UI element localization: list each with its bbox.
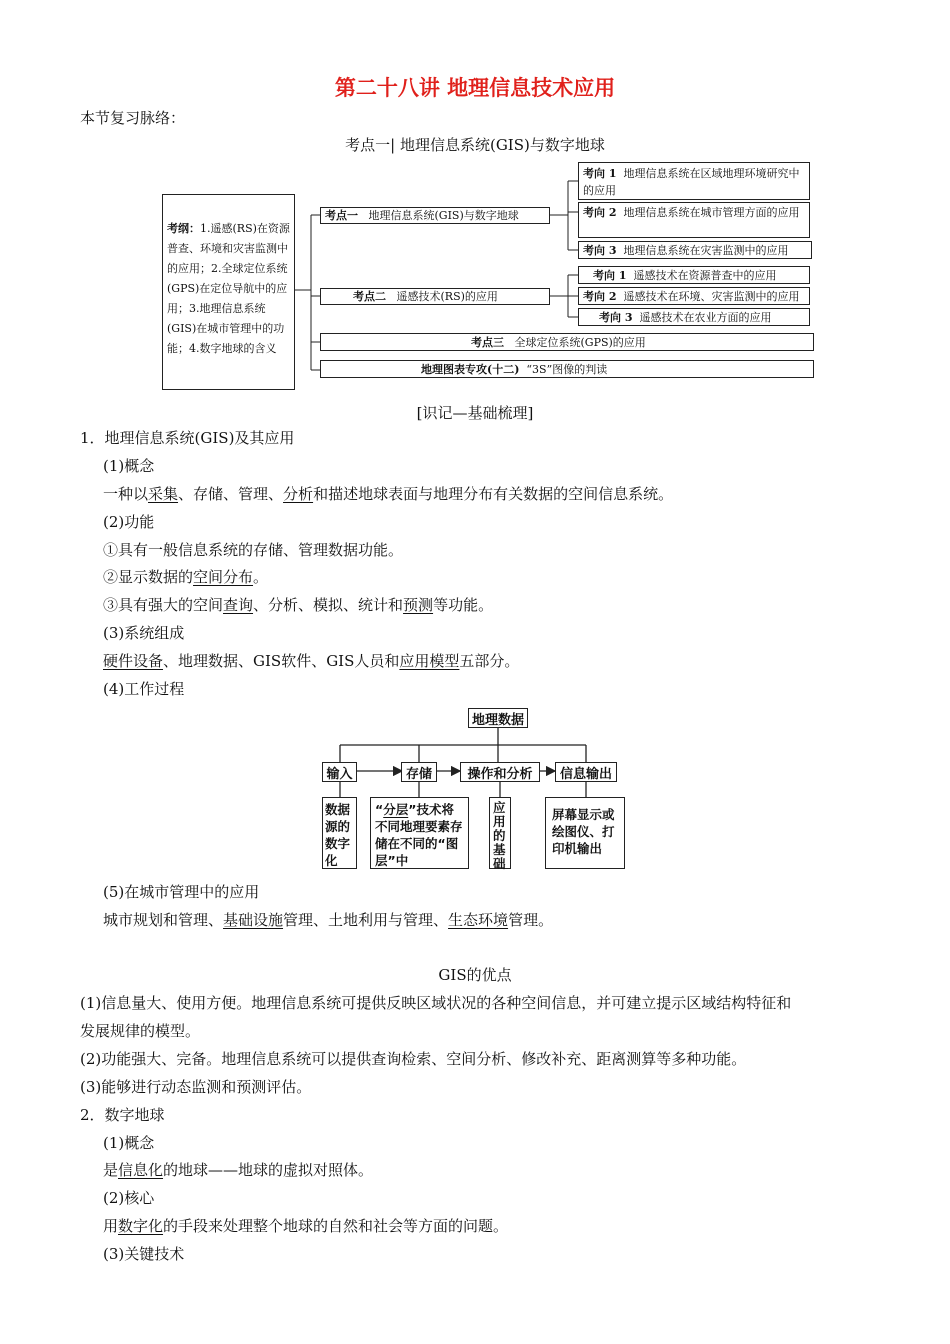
kaodian-3-text: 全球定位系统(GPS)的应用 — [514, 336, 646, 349]
advantage-2: (2)功能强大、完备。地理信息系统可以提供查询检索、空间分析、修改补充、距离测算等多种功能。 — [80, 1050, 747, 1068]
blank-answer: 应用模型 — [399, 652, 460, 670]
outline-text: 1.遥感(RS)在资源普查、环境和灾害监测中的应用；2.全球定位系统(GPS)在定位导航中的应用；3.地理信息系统(GIS)在城市管理中的功能；4.数字地球的含义 — [167, 222, 290, 355]
kaoxiang-2-2-label: 考向 2 — [583, 290, 617, 303]
blank-answer: 数字化 — [118, 1217, 164, 1235]
kaoxiang-2-2-text: 遥感技术在环境、灾害监测中的应用 — [623, 290, 800, 303]
blank-answer: 分层 — [383, 802, 409, 817]
kaodian-4-label: 地理图表专攻(十二) — [421, 363, 520, 376]
review-label: 本节复习脉络： — [80, 109, 186, 127]
heading-s1-5: (5)在城市管理中的应用 — [103, 883, 260, 901]
advantage-1-line1: (1)信息量大、使用方便。地理信息系统可提供反映区域状况的各种空间信息，并可建立提示区域结构特征和 — [80, 994, 792, 1012]
heading-s2: 2．数字地球 — [80, 1106, 165, 1124]
flow-input-box: 输入 — [322, 762, 357, 782]
kaodian-1-label: 考点一 — [325, 209, 358, 222]
kaodian-2-label: 考点二 — [353, 290, 386, 303]
flow-store-box: 存储 — [401, 762, 437, 782]
heading-s1-2: (2)功能 — [103, 513, 155, 531]
kaodian-3-label: 考点三 — [471, 336, 504, 349]
flow-desc-output: 屏幕显示或绘图仪、打印机输出 — [545, 797, 625, 869]
heading-s2-3: (3)关键技术 — [103, 1245, 185, 1263]
flow-desc-input: 数据源的数字化 — [322, 797, 357, 869]
kaoxiang-2-3-label: 考向 3 — [599, 311, 633, 324]
kaodian-2-text: 遥感技术(RS)的应用 — [396, 290, 498, 303]
kaoxiang-2-1-text: 遥感技术在资源普查中的应用 — [633, 269, 777, 282]
advantage-1-line2: 发展规律的模型。 — [80, 1022, 201, 1040]
function-3: ③具有强大的空间查询、分析、模拟、统计和预测等功能。 — [103, 596, 494, 614]
flow-top-box: 地理数据 — [468, 708, 528, 728]
blank-answer: 空间分布 — [193, 568, 254, 586]
blank-answer: 硬件设备 — [103, 652, 164, 670]
composition-text: 硬件设备、地理数据、GIS软件、GIS人员和应用模型五部分。 — [103, 652, 520, 670]
blank-answer: 基础设施 — [223, 911, 284, 929]
kaoxiang-2-3-text: 遥感技术在农业方面的应用 — [639, 311, 772, 324]
heading-s1-4: (4)工作过程 — [103, 680, 185, 698]
kaodian-1-text: 地理信息系统(GIS)与数字地球 — [368, 209, 519, 222]
flow-desc-store: “分层”技术将不同地理要素存储在不同的“图层”中 — [370, 797, 469, 869]
page-title: 第二十八讲 地理信息技术应用 — [334, 76, 616, 100]
blank-answer: 生态环境 — [448, 911, 509, 929]
advantage-3: (3)能够进行动态监测和预测评估。 — [80, 1078, 312, 1096]
heading-s2-2: (2)核心 — [103, 1189, 155, 1207]
city-text: 城市规划和管理、基础设施管理、土地利用与管理、生态环境管理。 — [103, 911, 554, 929]
function-2: ②显示数据的空间分布。 — [103, 568, 269, 586]
section-label: [识记—基础梳理] — [416, 404, 534, 422]
blank-answer: 预测 — [403, 596, 434, 614]
heading-s1-1: (1)概念 — [103, 457, 155, 475]
kaoxiang-1-3-text: 地理信息系统在灾害监测中的应用 — [623, 244, 789, 257]
kaodian-4-text: “3S”图像的判读 — [526, 363, 608, 376]
kaoxiang-1-1-text: 地理信息系统在区域地理环境研究中的应用 — [583, 167, 800, 197]
blank-answer: 采集 — [148, 485, 179, 503]
flow-output-box: 信息输出 — [555, 762, 617, 782]
function-1: ①具有一般信息系统的存储、管理数据功能。 — [103, 541, 404, 559]
heading-s1-3: (3)系统组成 — [103, 624, 185, 642]
map-heading: 考点一| 地理信息系统(GIS)与数字地球 — [345, 136, 605, 154]
blank-answer: 查询 — [223, 596, 254, 614]
concept-text: 一种以采集、存储、管理、分析和描述地球表面与地理分布有关数据的空间信息系统。 — [103, 485, 674, 503]
gis-advantages-title: GIS的优点 — [438, 966, 512, 984]
blank-answer: 信息化 — [118, 1161, 164, 1179]
outline-label: 考纲： — [167, 222, 200, 235]
kaoxiang-1-2-text: 地理信息系统在城市管理方面的应用 — [623, 206, 800, 219]
kaoxiang-1-3-label: 考向 3 — [583, 244, 617, 257]
blank-answer: 分析 — [283, 485, 314, 503]
digital-earth-core: 用数字化的手段来处理整个地球的自然和社会等方面的问题。 — [103, 1217, 509, 1235]
kaoxiang-2-1-label: 考向 1 — [593, 269, 627, 282]
flow-desc-operate: 应用的基础 — [489, 797, 511, 869]
kaoxiang-1-1-label: 考向 1 — [583, 167, 617, 180]
digital-earth-concept: 是信息化的地球——地球的虚拟对照体。 — [103, 1161, 374, 1179]
flow-operate-box: 操作和分析 — [460, 762, 540, 782]
heading-s2-1: (1)概念 — [103, 1134, 155, 1152]
heading-s1: 1．地理信息系统(GIS)及其应用 — [80, 429, 295, 447]
kaoxiang-1-2-label: 考向 2 — [583, 206, 617, 219]
